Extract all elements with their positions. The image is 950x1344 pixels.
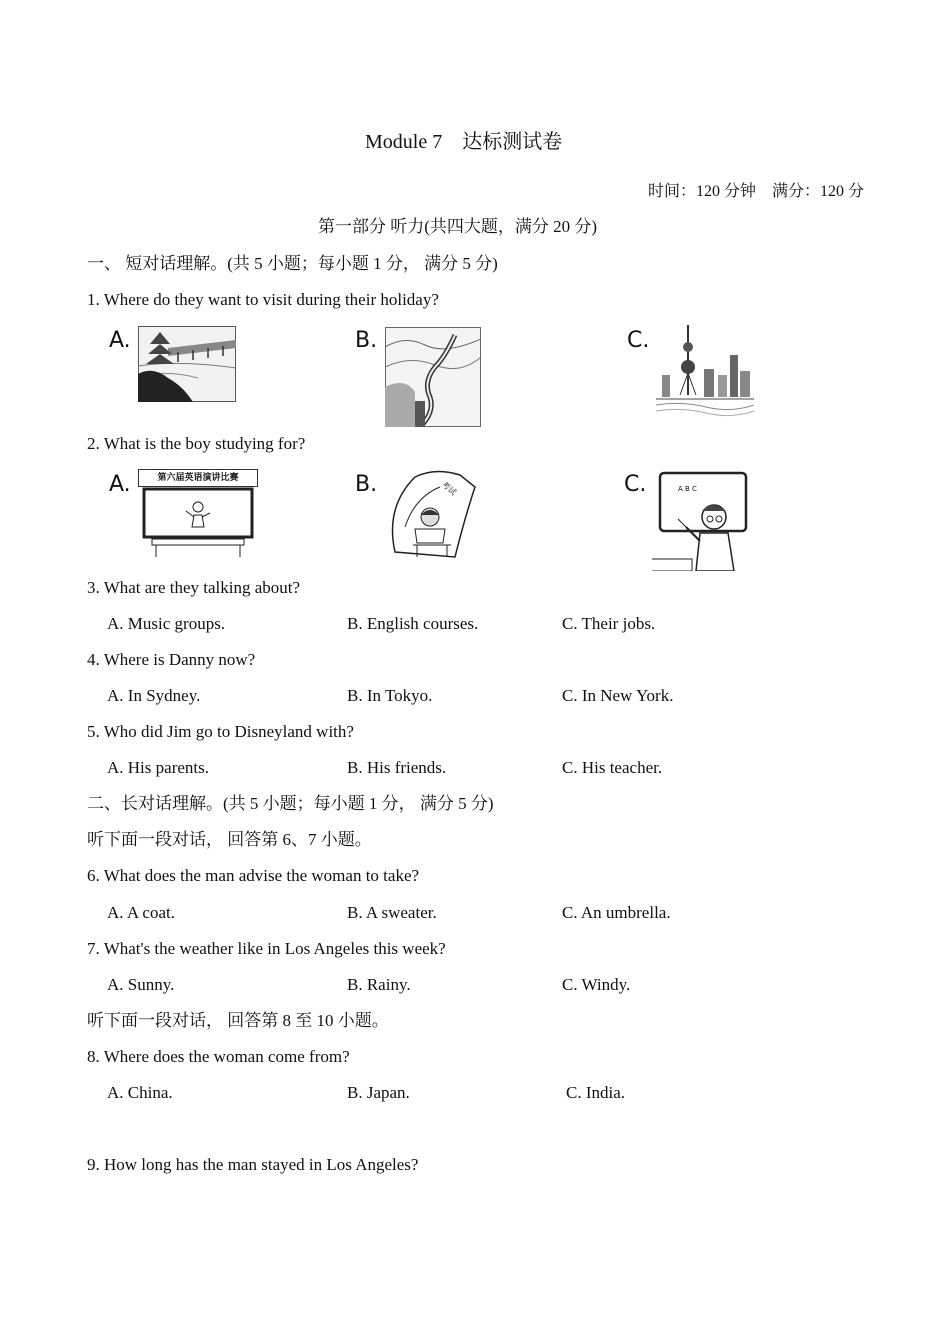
teacher-blackboard-illustration <box>652 471 749 571</box>
exam-meta: 时间：120 分钟 满分：120 分 <box>647 183 864 200</box>
exam-label: 考试 <box>439 479 459 498</box>
option-c: C. India. <box>566 1083 626 1102</box>
option-b: B. His friends. <box>347 758 447 777</box>
section-heading-2: 二、长对话理解。(共 5 小题；每小题 1 分， 满分 5 分) <box>87 794 494 813</box>
option-letter-b: B. <box>355 328 378 353</box>
instruction-2: 听下面一段对话， 回答第 8 至 10 小题。 <box>87 1011 389 1030</box>
teacher-icon <box>652 471 749 571</box>
option-b: B. English courses. <box>347 614 479 633</box>
page-title: Module 7 达标测试卷 <box>365 131 563 153</box>
question-7: 7. What's the weather like in Los Angeles this week? <box>87 939 446 958</box>
option-letter-c: C. <box>624 472 647 497</box>
question-8: 8. Where does the woman come from? <box>87 1047 350 1066</box>
option-c: C. In New York. <box>562 686 674 705</box>
student-exam-icon <box>385 467 480 562</box>
question-4: 4. Where is Danny now? <box>87 650 256 669</box>
option-letter-a: A. <box>109 472 131 497</box>
option-c: C. Windy. <box>562 975 631 994</box>
option-b: B. Japan. <box>347 1083 410 1102</box>
stage-board-icon <box>138 487 258 559</box>
option-a: A. In Sydney. <box>107 686 201 705</box>
option-a: A. His parents. <box>107 758 209 777</box>
instruction-1: 听下面一段对话， 回答第 6、7 小题。 <box>87 830 372 849</box>
question-3: 3. What are they talking about? <box>87 578 301 597</box>
part-heading: 第一部分 听力(共四大题，满分 20 分) <box>318 217 598 236</box>
section-heading-1: 一、 短对话理解。(共 5 小题；每小题 1 分， 满分 5 分) <box>87 254 498 273</box>
question-5: 5. Who did Jim go to Disneyland with? <box>87 722 354 741</box>
question-1: 1. Where do they want to visit during their holiday? <box>87 290 439 309</box>
speech-contest-illustration <box>138 469 258 559</box>
option-b: B. Rainy. <box>347 975 411 994</box>
option-c: C. His teacher. <box>562 758 663 777</box>
question-6: 6. What does the man advise the woman to take? <box>87 866 420 885</box>
exam-study-illustration <box>385 467 480 562</box>
option-letter-b: B. <box>355 472 378 497</box>
option-c: C. Their jobs. <box>562 614 656 633</box>
board-text: A B C <box>678 485 697 493</box>
option-c: C. An umbrella. <box>562 903 671 922</box>
contest-banner: 第六届英语演讲比赛 <box>138 469 258 487</box>
option-letter-c: C. <box>627 328 650 353</box>
great-wall-illustration <box>385 327 481 427</box>
city-skyline-tv-tower-illustration <box>656 325 754 417</box>
option-b: B. A sweater. <box>347 903 437 922</box>
option-b: B. In Tokyo. <box>347 686 433 705</box>
option-a: A. A coat. <box>107 903 175 922</box>
option-a: A. China. <box>107 1083 173 1102</box>
question-2: 2. What is the boy studying for? <box>87 434 306 453</box>
option-a: A. Sunny. <box>107 975 175 994</box>
question-9: 9. How long has the man stayed in Los Angeles? <box>87 1155 419 1174</box>
option-a: A. Music groups. <box>107 614 226 633</box>
bridge-pagoda-illustration <box>138 326 236 402</box>
option-letter-a: A. <box>109 328 131 353</box>
